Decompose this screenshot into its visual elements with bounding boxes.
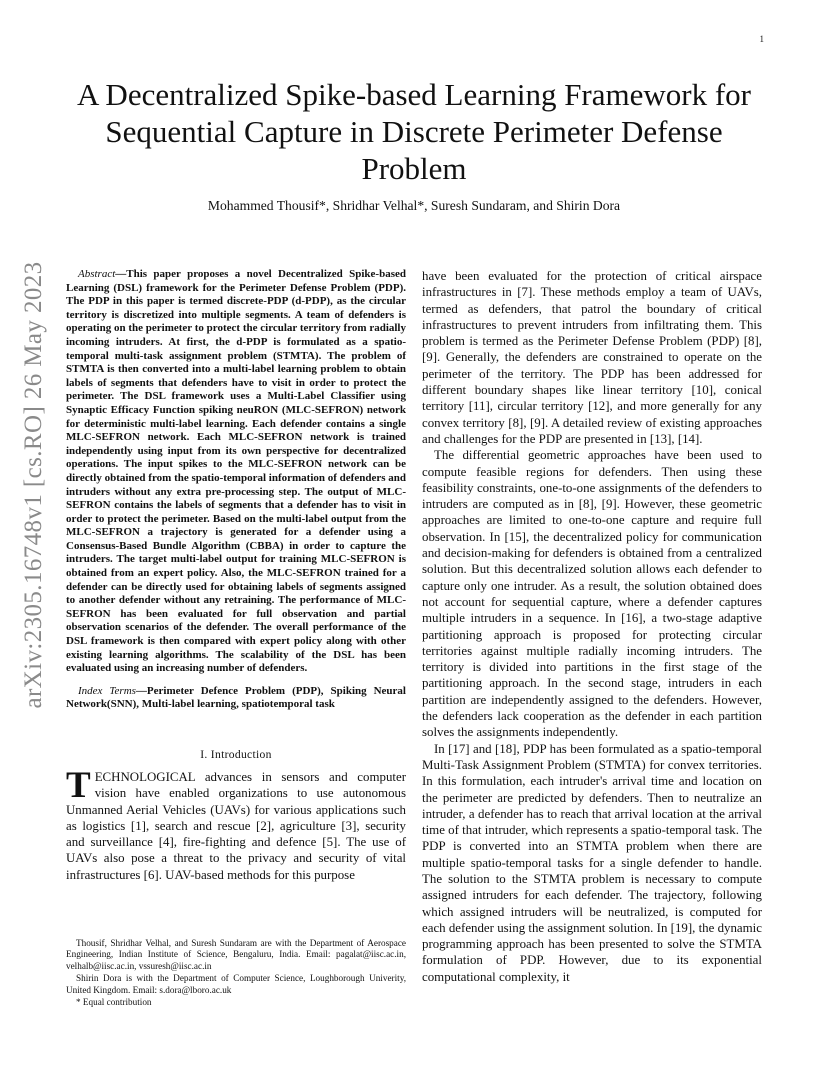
footnotes xyxy=(66,938,406,1009)
body-paragraph: have been evaluated for the protection of critical airspace infrastructures in [7]. These methods employ a team of UAVs, termed as defenders, that patrol the boundary of critical infrastructures to prevent intruders from infiltrating them. This problem is termed as the Perimeter Defense Problem (PDP) [8], [9]. Generally, the defenders are constrained to operate on the perimeter of the territory. The PDP has been addressed for different boundary shapes like linear territory [10], conical territory [11], circular territory [12], and more generally for any convex territory [8], [9]. A detailed review of existing approaches and challenges for the PDP are presented in [13], [14]. xyxy=(422,269,762,446)
index-terms-text: —Perimeter Defence Problem (PDP), Spiking Neural Network(SNN), Multi-label learning, spatiotemporal task xyxy=(66,684,406,711)
index-terms-label: Index Terms xyxy=(78,684,136,697)
intro-text: ECHNOLOGICAL advances in sensors and computer vision have enabled organizations to use autonomous Unmanned Aerial Vehicles (UAVs) for various applications such as logistics [1], search and rescue [2], agriculture [3], security and surveillance [4], fire-fighting and defence [5]. The use of UAVs also pose a threat to the privacy and security of vital infrastructures [6]. UAV-based methods for this purpose xyxy=(66,770,406,882)
footnote-affiliation-2: Shirin Dora is with the Department of Computer Science, Loughborough Univerity, United Kingdom. Email: s.dora@lboro.ac.uk xyxy=(66,973,406,995)
footnote-affiliation-1: Thousif, Shridhar Velhal, and Suresh Sundaram are with the Department of Aerospace Engineering, Indian Institute of Science, Bengaluru, India. Email: pagalat@iisc.ac.in, velhalb@iisc.ac.in, vssuresh@iisc.ac.in xyxy=(66,938,406,971)
section-heading: I. Introduction xyxy=(200,748,272,761)
abstract-text: —This paper proposes a novel Decentralized Spike-based Learning (DSL) framework for the Perimeter Defense Problem (PDP). The PDP in this paper is termed discrete-PDP (d-PDP), as the circular territory is discretized into multiple segments. A team of defenders is operating on the perimeter to protect the circular territory from radially incoming intruders. At first, the d-PDP is formulated as a spatio-temporal multi-task assignment problem (STMTA). The problem of STMTA is then converted into a multi-label learning problem to obtain labels of segments that defenders have to visit in order to protect the perimeter. The DSL framework uses a Multi-Label Classifier using Synaptic Efficacy Function spiking neuRON (MLC-SEFRON) network for deterministic multi-label learning. Each defender contains a single MLC-SEFRON network. Each MLC-SEFRON network is trained independently using input from its own perspective for decentralized operations. The input spikes to the MLC-SEFRON network can be directly obtained from the spatio-temporal information of defenders and intruders without any extra pre-processing step. The output of MLC-SEFRON contains the labels of segments that a defender has to visit in order to protect the perimeter. Based on the multi-label output from the MLC-SEFRON a trajectory is generated for a defender using a Consensus-Based Bundle Algorithm (CBBA) in order to capture the intruders. The target multi-label output for training MLC-SEFRON is obtained from an expert policy. Also, the MLC-SEFRON trained for a defender can be directly used for obtaining labels of segments assigned to another defender without any retraining. The performance of MLC-SEFRON has been evaluated for full observation and partial observation scenarios of the defender. The overall performance of the DSL framework is then compared with expert policy along with other existing learning algorithms. The scalability of the DSL has been evaluated using an increasing number of defenders. xyxy=(66,268,406,675)
page-number: 1 xyxy=(759,34,764,44)
left-column xyxy=(66,268,406,883)
abstract xyxy=(66,268,406,676)
paper-title: A Decentralized Spike-based Learning Framework for Sequential Capture in Discrete Perimeter Defense Problem xyxy=(77,77,751,186)
arxiv-stamp xyxy=(12,261,56,709)
body-paragraph: In [17] and [18], PDP has been formulated as a spatio-temporal Multi-Task Assignment Problem (STMTA) for convex territories. In this formulation, each intruder's arrival time and location on the perimeter are predicted by defenders. Then to neutralize an intruder, a defender has to reach that arrival location at the arrival time of that intruder, which represents a spatio-temporal task. The PDP is converted into an STMTA problem when there are multiple spatio-temporal tasks for a single defender to handle. The solution to the STMTA problem is necessary to compute assigned intruders for each defender. The trajectory, following which assigned intruders will be neutralized, is computed for each defender using the assignment solution. In [19], the dynamic programming approach has been presented to solve the STMTA formulation of PDP. However, due to its exponential computational complexity, it xyxy=(422,741,762,984)
arxiv-stamp-text: arXiv:2305.16748v1 [cs.RO] 26 May 2023 xyxy=(20,261,47,709)
footnote-equal-contribution: * Equal contribution xyxy=(76,997,152,1008)
intro-paragraph xyxy=(66,765,406,883)
right-column xyxy=(422,268,762,985)
abstract-label: Abstract xyxy=(78,268,116,280)
dropcap: T xyxy=(66,765,91,806)
index-terms xyxy=(66,685,406,712)
body-paragraph: The differential geometric approaches have been used to compute feasible regions for defenders. Then using these feasibility constraints, one-to-one assignments of the defenders to intruders are computed as in [8], [9]. However, these geometric approaches are limited to one-to-one capture and require full observation. In [15], the decentralized policy for communication and decision-making for defenders is obtained from a centralized solution. But this decentralized solution allows each defender to capture only one intruder. As a result, the solution obtained does not account for sequential capture, where a defender captures multiple intruders in a sequence. In [16], a two-stage adaptive partitioning approach is proposed for protecting circular territories against multiple radially incoming intruders. The territory is divided into partitions in the first stage of the partitioning approach. In the second stage, intruders in each partition are independently assigned to the defenders. However, the defenders lack cooperation as the defender in each partition solves the assignments independently. xyxy=(422,448,762,740)
author-list: Mohammed Thousif*, Shridhar Velhal*, Suresh Sundaram, and Shirin Dora xyxy=(207,198,621,213)
